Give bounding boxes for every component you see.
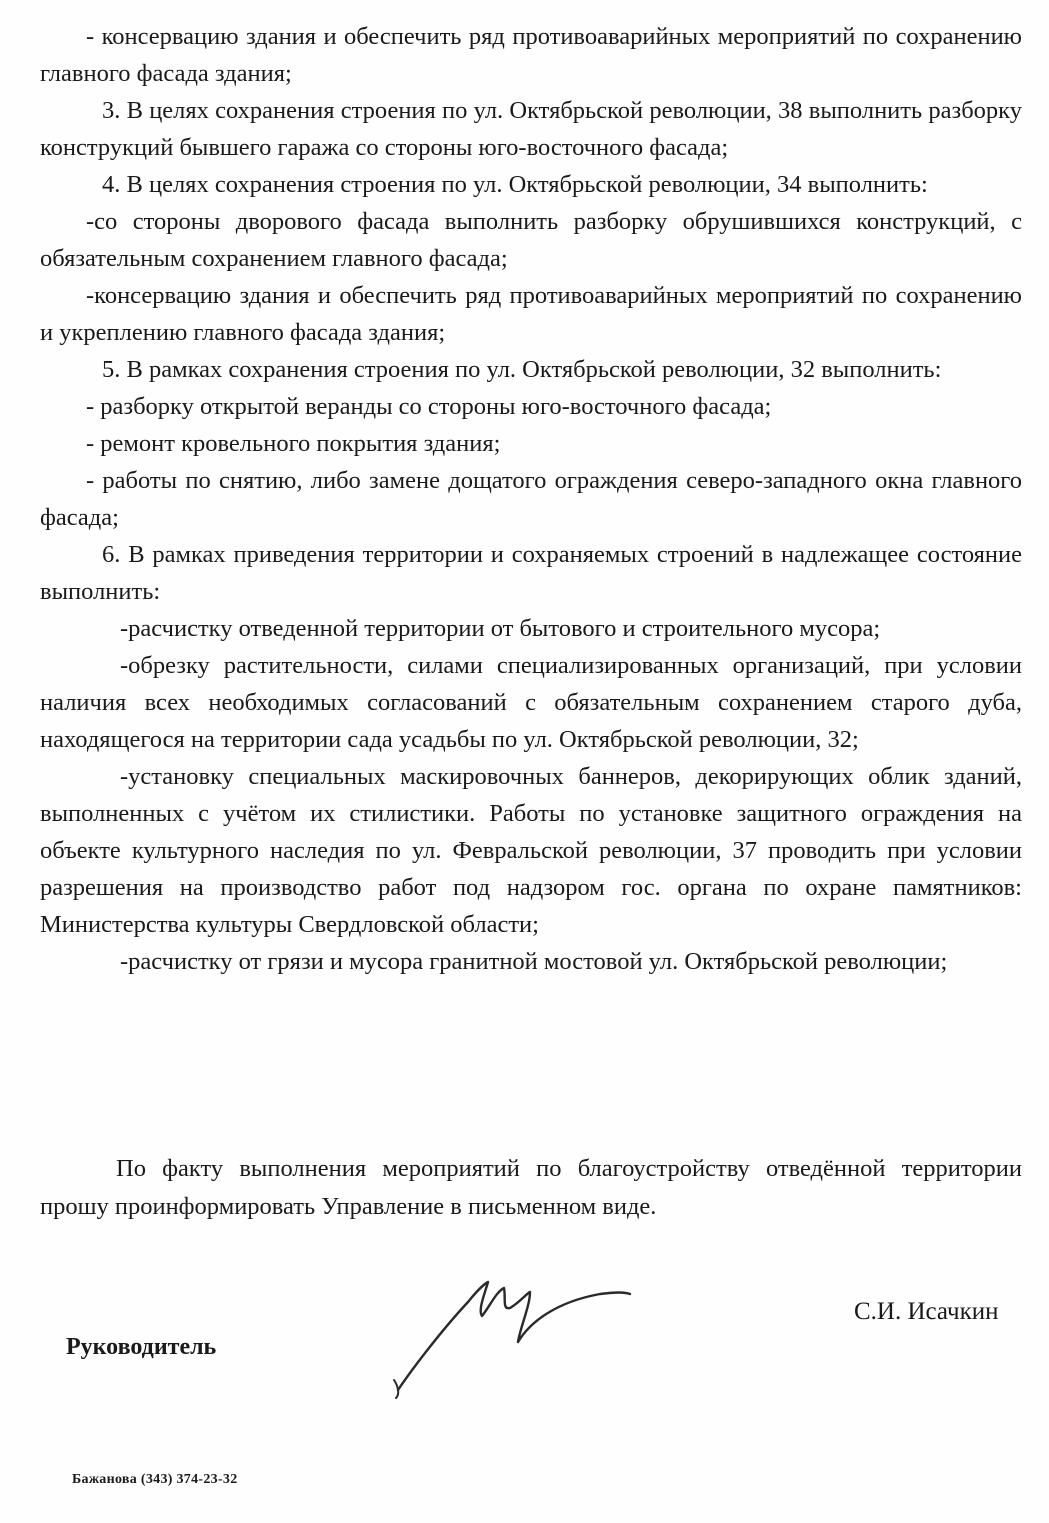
closing-block: [40, 1150, 1022, 1226]
paragraph-item-6-sub-3: -установку специальных маскировочных баннеров, декорирующих облик зданий, выполненных с учётом их стилистики. Работы по установке защитного ограждения на объекте культурного наследия по ул. Февральской революции, 37 проводить при условии разрешения на производство работ под надзором гос. органа по охране памятников: Министерства культуры Свердловской области;: [40, 763, 1022, 938]
paragraph-item-6-sub-2: -обрезку растительности, силами специализированных организаций, при условии наличия всех необходимых согласований с обязательным сохранением старого дуба, находящегося на территории сада усадьбы по ул. Октябрьской революции, 32;: [40, 652, 1022, 753]
paragraph-item-5-sub-3: - работы по снятию, либо замене дощатого ограждения северо-западного окна главного фасада;: [40, 467, 1022, 531]
paragraph-conservation-1: - консервацию здания и обеспечить ряд противоаварийных мероприятий по сохранению главного фасада здания;: [40, 23, 1022, 87]
paragraph-item-4: 4. В целях сохранения строения по ул. Октябрьской революции, 34 выполнить:: [102, 171, 928, 198]
position-title: Руководитель: [66, 1334, 217, 1360]
paragraph-item-4-sub-1: -со стороны дворового фасада выполнить разборку обрушившихся конструкций, с обязательным сохранением главного фасада;: [40, 208, 1022, 272]
paragraph-item-5-sub-1: - разборку открытой веранды со стороны юго-восточного фасада;: [86, 393, 772, 420]
document-body: [40, 18, 1022, 980]
paragraph-item-6: 6. В рамках приведения территории и сохраняемых строений в надлежащее состояние выполнить:: [40, 541, 1022, 605]
paragraph-item-6-sub-1: -расчистку отведенной территории от бытового и строительного мусора;: [120, 615, 881, 642]
contact-line: Бажанова (343) 374-23-32: [72, 1472, 238, 1487]
paragraph-item-4-sub-2: -консервацию здания и обеспечить ряд противоаварийных мероприятий по сохранению и укреплению главного фасада здания;: [40, 282, 1022, 346]
signature-drawing: [380, 1262, 640, 1402]
paragraph-item-5-sub-2: - ремонт кровельного покрытия здания;: [86, 430, 501, 457]
paragraph-item-3: 3. В целях сохранения строения по ул. Октябрьской революции, 38 выполнить разборку конструкций бывшего гаража со стороны юго-восточного фасада;: [40, 97, 1022, 161]
closing-paragraph: По факту выполнения мероприятий по благоустройству отведённой территории прошу проинформировать Управление в письменном виде.: [40, 1155, 1022, 1220]
signer-name: С.И. Исачкин: [854, 1298, 999, 1325]
paragraph-item-5: 5. В рамках сохранения строения по ул. Октябрьской революции, 32 выполнить:: [102, 356, 942, 383]
paragraph-item-6-sub-4: -расчистку от грязи и мусора гранитной мостовой ул. Октябрьской революции;: [120, 948, 948, 975]
